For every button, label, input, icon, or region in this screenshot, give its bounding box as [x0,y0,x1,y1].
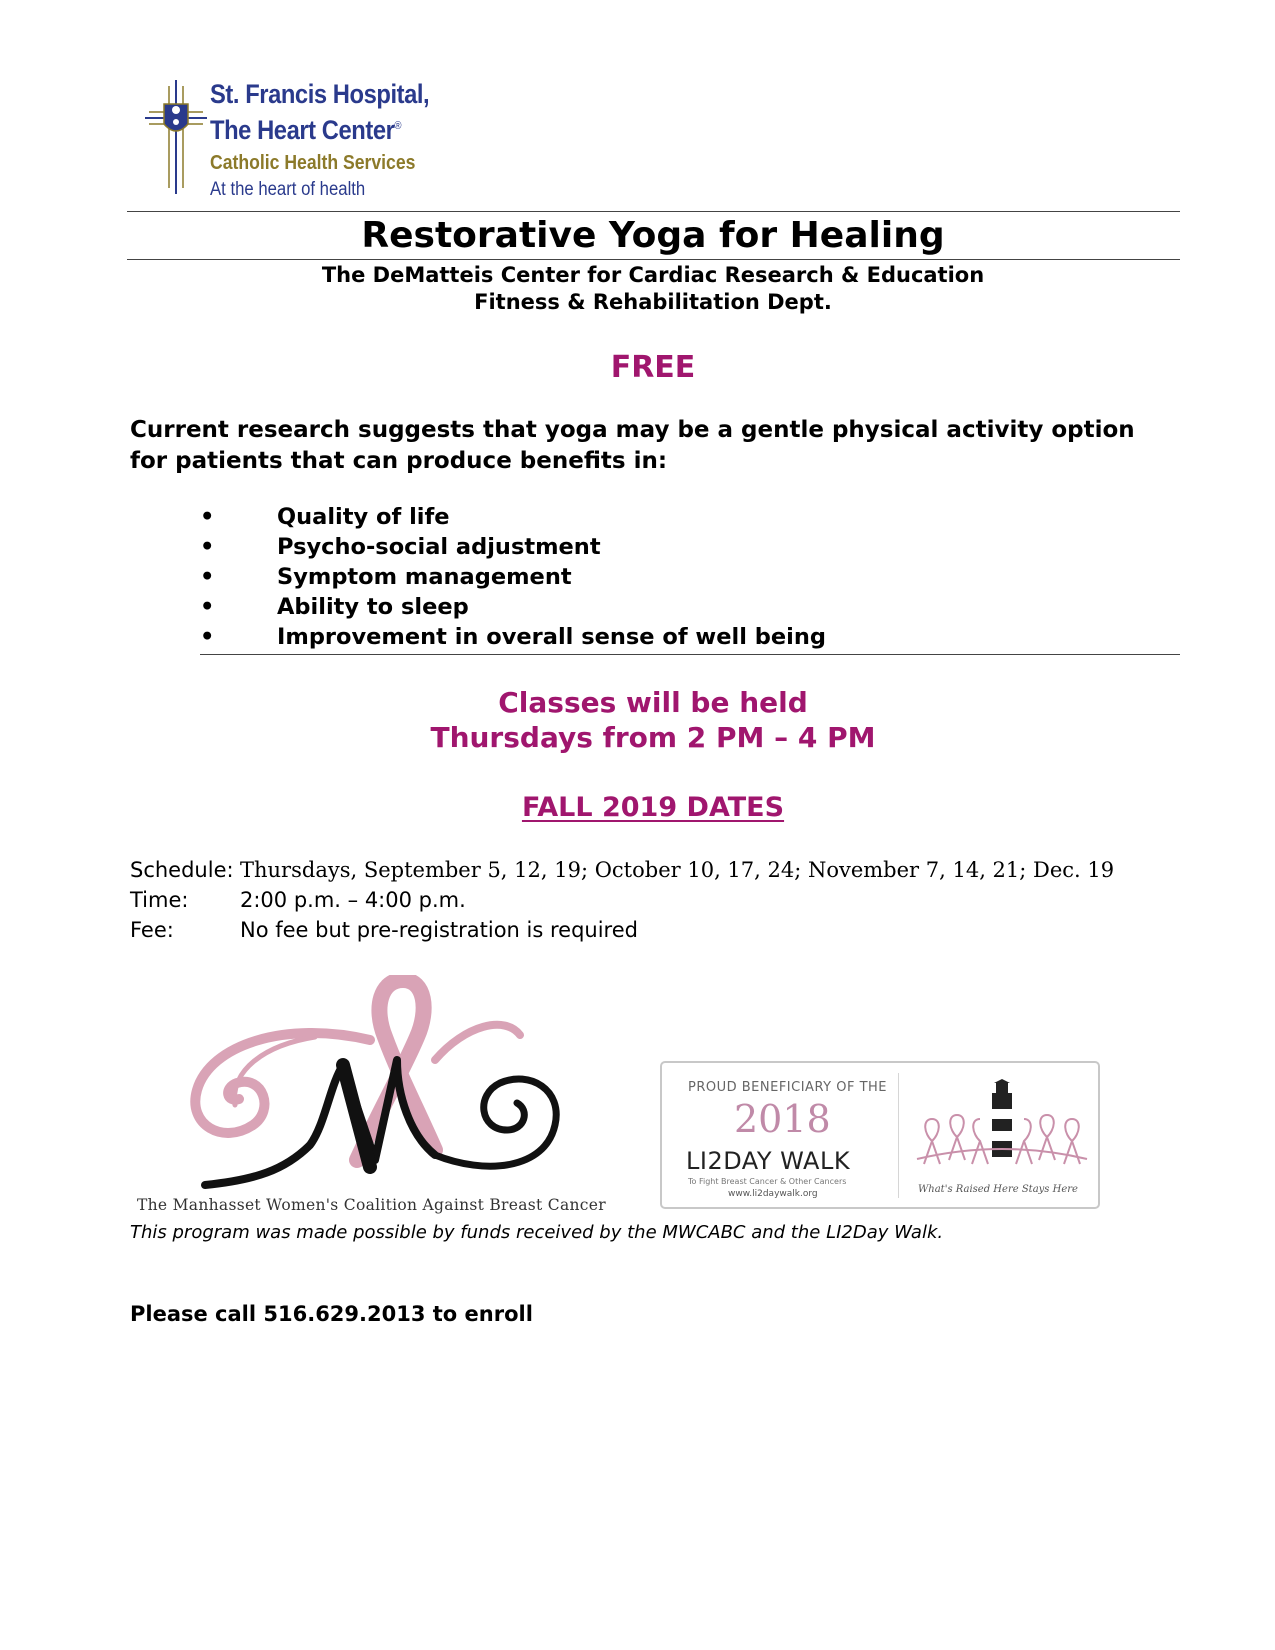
benefit-text: Symptom management [277,564,572,590]
time-value: 2:00 p.m. – 4:00 p.m. [240,888,466,912]
bullet: • [200,564,215,590]
benefits-list [200,502,826,652]
bullet: • [200,534,215,560]
schedule-value: Thursdays, September 5, 12, 19; October 10, 17, 24; November 7, 14, 21; Dec. 19 [240,858,1115,882]
li2day-walk-badge [660,1061,1100,1209]
classes-time: Thursdays from 2 PM – 4 PM [430,721,876,754]
benefit-text: Improvement in overall sense of well being [277,624,826,650]
bullet: • [200,504,215,530]
schedule-row [130,855,1114,885]
time-label: Time: [130,888,189,912]
walk-proud-text: PROUD BENEFICIARY OF THE [688,1080,887,1095]
list-item [200,532,826,562]
free-label: FREE [610,350,696,385]
funding-credit: This program was made possible by funds received by the MWCABC and the LI2Day Walk. [130,1222,944,1243]
mwc-ribbon-logo [135,975,635,1205]
logo-line-3: Catholic Health Services [210,152,416,174]
fall-dates-heading: FALL 2019 DATES [521,792,785,823]
subtitle-center: The DeMatteis Center for Cardiac Research & Education [321,263,985,287]
bullet: • [200,624,215,650]
walk-url: www.li2daywalk.org [728,1189,818,1199]
logo-tagline: At the heart of health [210,179,366,200]
intro-paragraph: Current research suggests that yoga may be a gentle physical activity option for patients that can produce benefits in: [130,417,1135,474]
cross-crest-icon [145,78,207,196]
time-row [130,885,466,915]
fee-label: Fee: [130,918,174,942]
walk-subtext: To Fight Breast Cancer & Other Cancers [688,1177,847,1186]
walk-divider [898,1073,899,1198]
benefit-text: Ability to sleep [277,594,469,620]
benefits-divider [200,654,1180,655]
list-item [200,562,826,592]
mwc-caption: The Manhasset Women's Coalition Against Breast Cancer [137,1196,606,1214]
page-title: Restorative Yoga for Healing [361,215,945,256]
hospital-logo [145,78,445,203]
lighthouse-ribbons-icon [912,1079,1092,1179]
list-item [200,622,826,652]
top-divider [127,211,1180,212]
list-item [200,502,826,532]
benefit-text: Psycho-social adjustment [277,534,601,560]
subtitle-dept: Fitness & Rehabilitation Dept. [474,290,832,314]
fee-row [130,915,638,945]
logo-line-2: The Heart Center® [210,115,402,145]
walk-name: LI2DAY WALK [686,1147,851,1175]
bullet: • [200,594,215,620]
classes-heading: Classes will be held [498,686,808,719]
title-divider [127,259,1180,260]
walk-motto: What's Raised Here Stays Here [918,1184,1078,1195]
fee-value: No fee but pre-registration is required [240,918,638,942]
walk-year: 2018 [734,1097,831,1141]
registered-mark: ® [394,120,402,132]
schedule-label: Schedule: [130,858,234,882]
logo-line-1: St. Francis Hospital, [210,79,430,109]
benefit-text: Quality of life [277,504,450,530]
enroll-call-text: Please call 516.629.2013 to enroll [130,1302,533,1326]
list-item [200,592,826,622]
